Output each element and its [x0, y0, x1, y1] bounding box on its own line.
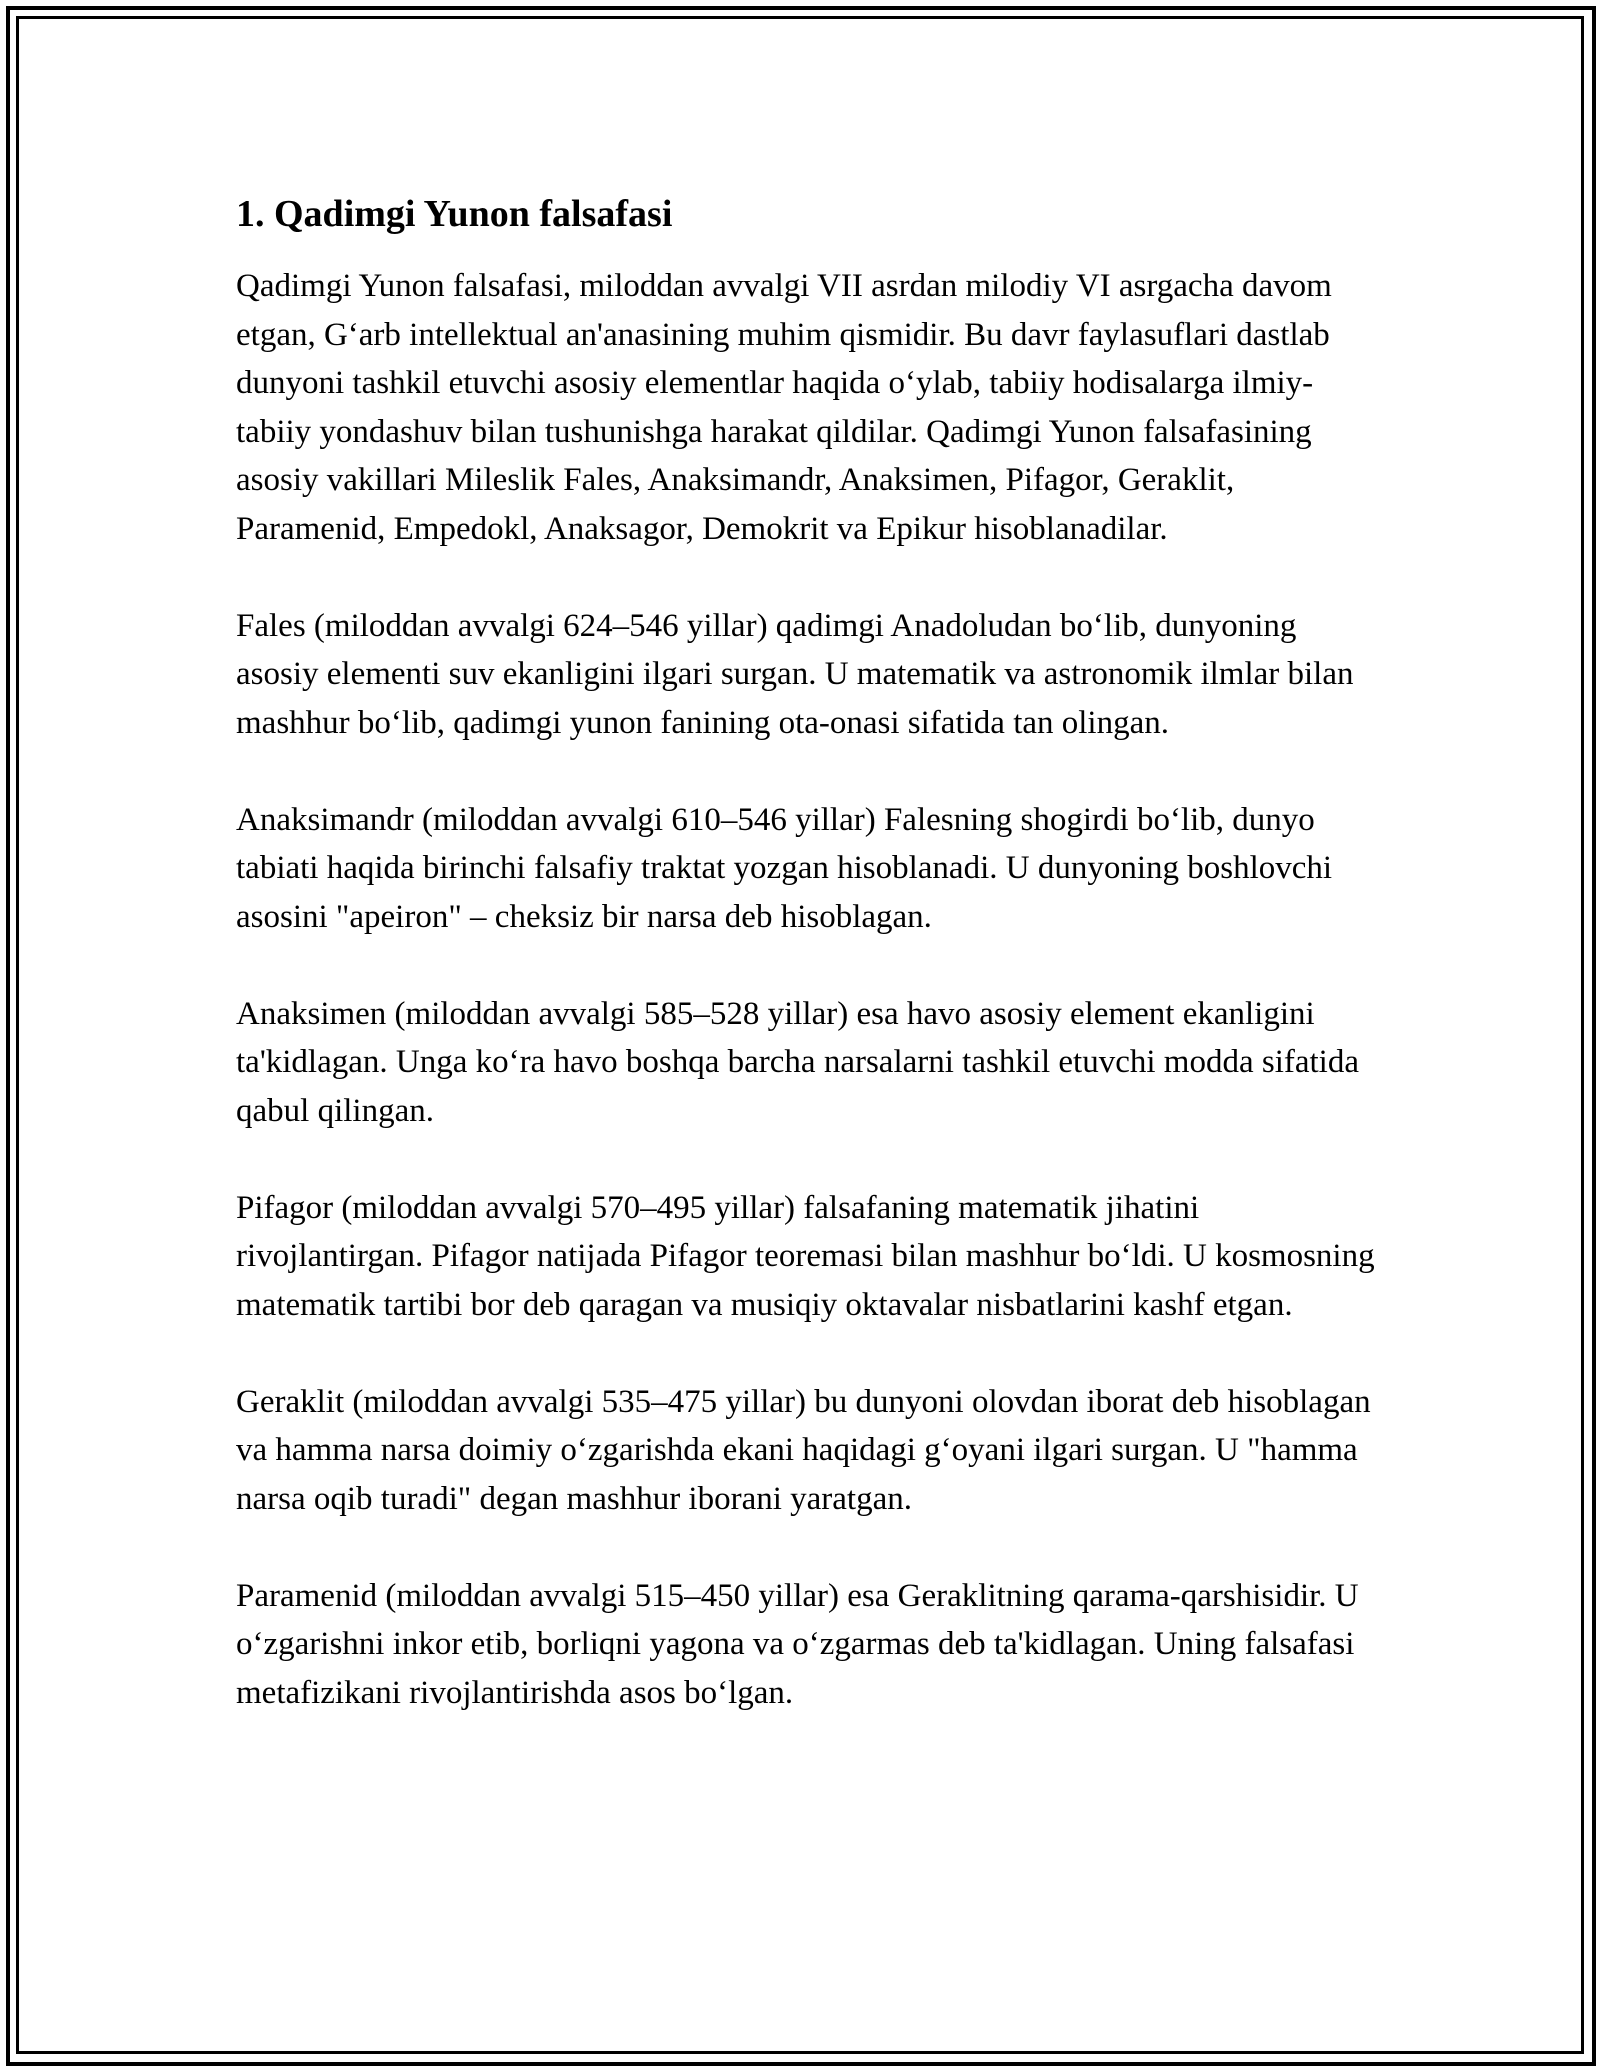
paragraph-anaksimen: Anaksimen (miloddan avvalgi 585–528 yillar) esa havo asosiy element ekanligini ta'kidlagan. Unga ko‘ra havo boshqa barcha narsalarni tashkil etuvchi modda sifatida qabul qilingan. — [236, 995, 1359, 1129]
paragraph-fales: Fales (miloddan avvalgi 624–546 yillar) qadimgi Anadoludan bo‘lib, dunyoning asosiy elementi suv ekanligini ilgari surgan. U matematik va astronomik ilmlar bilan mashhur bo‘lib, qadimgi yunon fanining ota-onasi sifatida tan olingan. — [236, 607, 1354, 741]
paragraph-intro: Qadimgi Yunon falsafasi, miloddan avvalgi VII asrdan milodiy VI asrgacha davom etgan, G‘arb intellektual an'anasining muhim qismidir. Bu davr faylasuflari dastlab dunyoni tashkil etuvchi asosiy elementlar haqida o‘ylab, tabiiy hodisalarga ilmiy-tabiiy yondashuv bilan tushunishga harakat qildilar. Qadimgi Yunon falsafasining asosiy vakillari Mileslik Fales, Anaksimandr, Anaksimen, Pifagor, Geraklit, Paramenid, Empedokl, Anaksagor, Demokrit va Epikur hisoblanadilar. — [236, 268, 1332, 547]
document-body — [236, 186, 1386, 1766]
paragraph-pifagor: Pifagor (miloddan avvalgi 570–495 yillar) falsafaning matematik jihatini rivojlantirgan. Pifagor natijada Pifagor teoremasi bilan mashhur bo‘ldi. U kosmosning matematik tartibi bor deb qaragan va musiqiy oktavalar nisbatlarini kashf etgan. — [236, 1189, 1375, 1323]
paragraph-paramenid: Paramenid (miloddan avvalgi 515–450 yillar) esa Geraklitning qarama-qarshisidir. U o‘zgarishni inkor etib, borliqni yagona va o‘zgarmas deb ta'kidlagan. Uning falsafasi metafizikani rivojlantirishda asos bo‘lgan. — [236, 1577, 1359, 1711]
paragraph-geraklit: Geraklit (miloddan avvalgi 535–475 yillar) bu dunyoni olovdan iborat deb hisoblagan va hamma narsa doimiy o‘zgarishda ekani haqidagi g‘oyani ilgari surgan. U "hamma narsa oqib turadi" degan mashhur iborani yaratgan. — [236, 1383, 1371, 1517]
section-heading: 1. Qadimgi Yunon falsafasi — [236, 193, 673, 235]
paragraph-anaksimandr: Anaksimandr (miloddan avvalgi 610–546 yillar) Falesning shogirdi bo‘lib, dunyo tabiati haqida birinchi falsafiy traktat yozgan hisoblanadi. U dunyoning boshlovchi asosini "apeiron" – cheksiz bir narsa deb hisoblagan. — [236, 801, 1333, 935]
